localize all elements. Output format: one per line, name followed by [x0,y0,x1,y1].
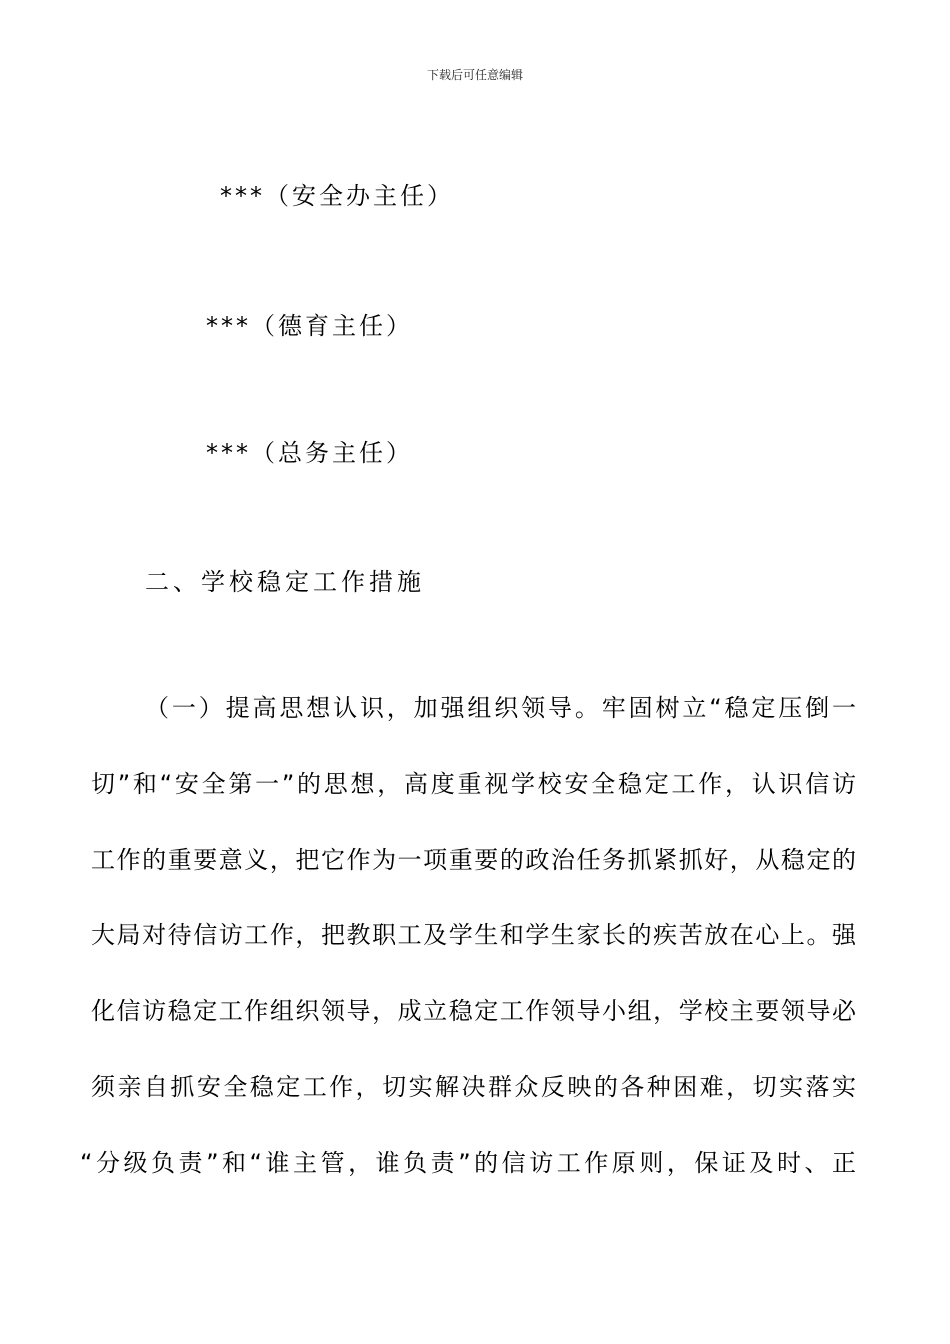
member-general-affairs-director: ***（总务主任） [206,439,413,467]
paragraph-line: 切”和“安全第一”的思想，高度重视学校安全稳定工作，认识信访 [91,770,856,798]
header-note: 下载后可任意编辑 [426,68,523,82]
paragraph-line: （一）提高思想认识，加强组织领导。牢固树立“稳定压倒一 [145,694,856,722]
section-heading: 二、学校稳定工作措施 [145,568,425,596]
member-moral-education-director: ***（德育主任） [206,312,413,340]
paragraph-line: “分级负责”和“谁主管，谁负责”的信访工作原则，保证及时、正 [80,1149,856,1177]
paragraph-line: 须亲自抓安全稳定工作，切实解决群众反映的各种困难，切实落实 [91,1073,856,1101]
paragraph-line: 化信访稳定工作组织领导，成立稳定工作领导小组，学校主要领导必 [91,997,856,1025]
paragraph-line: 大局对待信访工作，把教职工及学生和学生家长的疾苦放在心上。强 [91,921,856,949]
paragraph-line: 工作的重要意义，把它作为一项重要的政治任务抓紧抓好，从稳定的 [91,846,856,874]
member-safety-office-director: ***（安全办主任） [220,182,454,210]
